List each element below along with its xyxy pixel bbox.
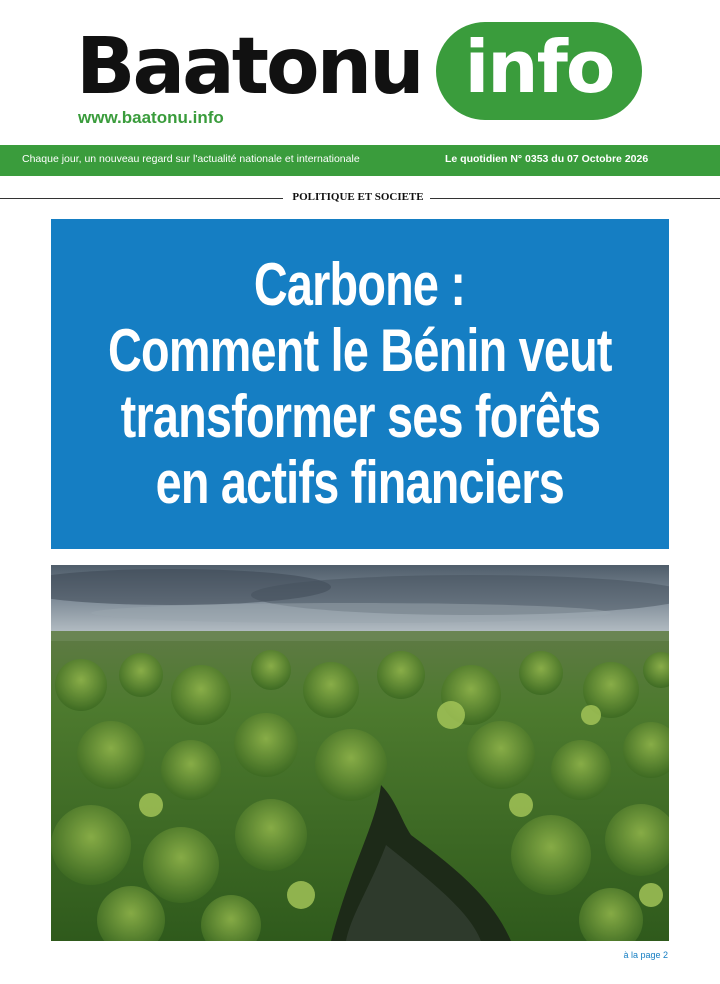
brand-suffix: info <box>464 25 614 109</box>
brand-info-pill <box>436 22 642 120</box>
info-band <box>0 145 720 176</box>
headline-line: Carbone : <box>254 251 466 318</box>
headline-line: transformer ses forêts <box>120 383 600 450</box>
section-rule-right <box>430 198 720 199</box>
masthead <box>0 0 720 140</box>
website-link[interactable]: www.baatonu.info <box>78 108 224 127</box>
headline-box <box>51 219 669 549</box>
tagline: Chaque jour, un nouveau regard sur l'actualité nationale et internationale <box>22 153 360 165</box>
continued-page-ref: à la page 2 <box>623 950 668 960</box>
headline-line: en actifs financiers <box>155 449 565 516</box>
headline-line: Comment le Bénin veut <box>108 317 612 384</box>
section-header <box>0 190 720 206</box>
aerial-forest-photo <box>51 565 669 941</box>
brand-name: Baatonu <box>76 22 422 112</box>
issue-info: Le quotidien N° 0353 du 07 Octobre 2026 <box>445 153 649 165</box>
section-rule-left <box>0 198 283 199</box>
section-label: POLITIQUE ET SOCIETE <box>292 191 424 203</box>
